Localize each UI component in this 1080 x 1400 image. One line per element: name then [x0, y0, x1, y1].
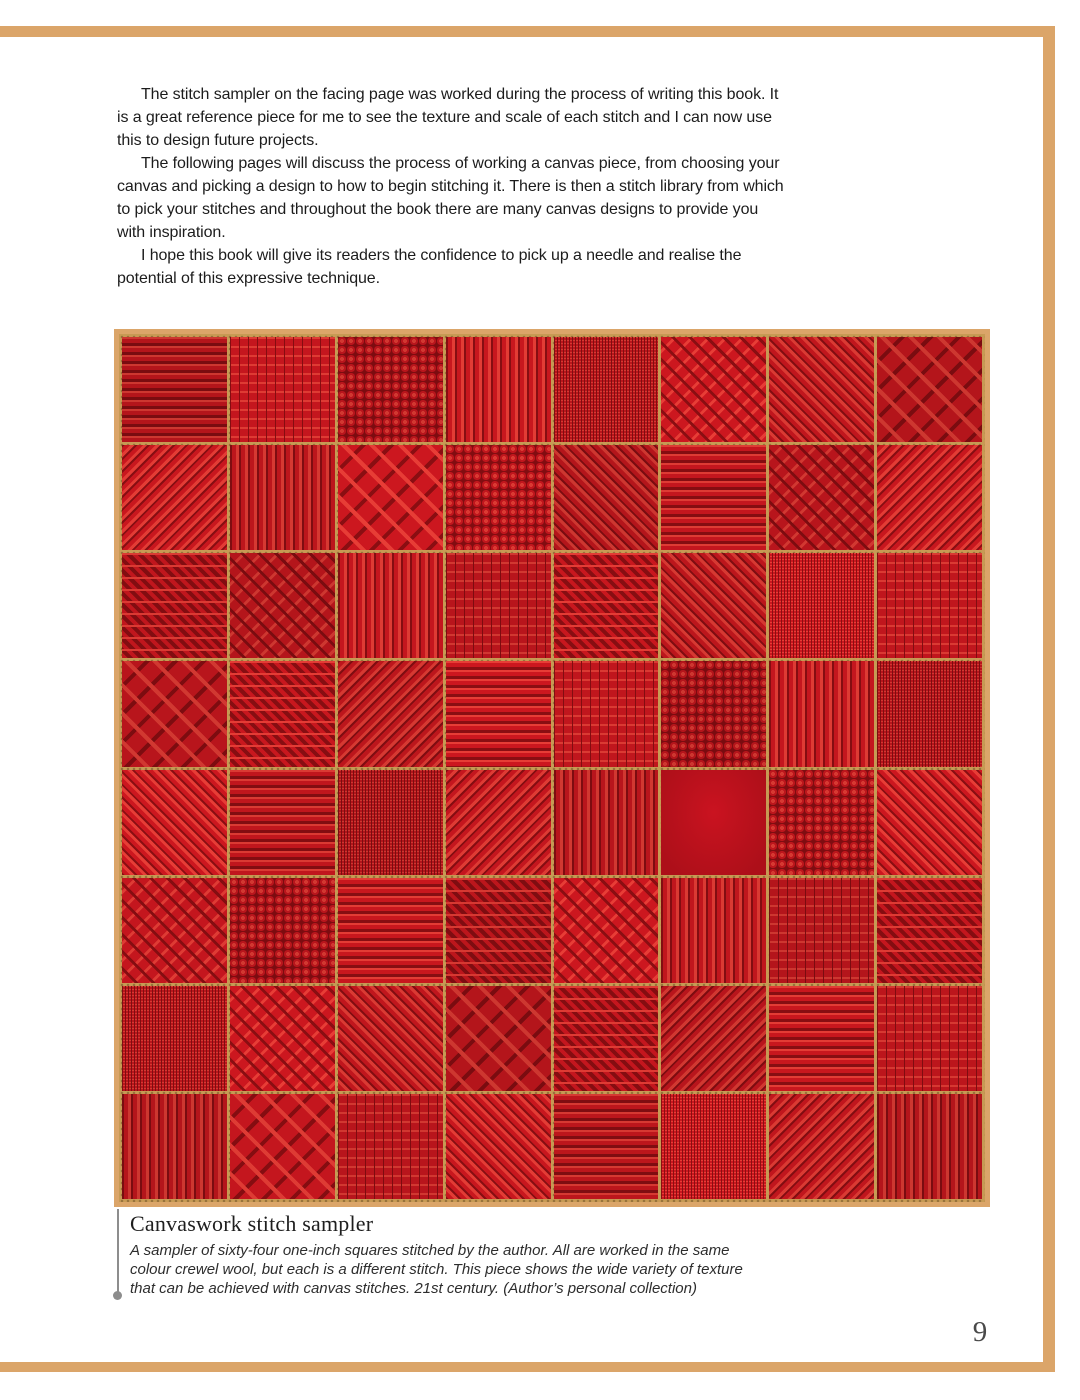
stitch-square [661, 337, 766, 442]
stitch-square [769, 1094, 874, 1199]
stitch-square [661, 553, 766, 658]
stitch-square [230, 986, 335, 1091]
stitch-square [446, 553, 551, 658]
stitch-square [338, 553, 443, 658]
stitch-square [230, 1094, 335, 1199]
stitch-square [230, 553, 335, 658]
stitch-square [769, 986, 874, 1091]
stitch-square [122, 445, 227, 550]
stitch-square [877, 986, 982, 1091]
stitch-square [554, 661, 659, 766]
intro-text [117, 83, 789, 290]
stitch-square [877, 661, 982, 766]
stitch-square [661, 986, 766, 1091]
stitch-square [446, 661, 551, 766]
stitch-square [661, 878, 766, 983]
stitch-square [554, 986, 659, 1091]
caption-title: Canvaswork stitch sampler [130, 1211, 374, 1236]
stitch-square [769, 337, 874, 442]
stitch-square [338, 878, 443, 983]
stitch-square [230, 445, 335, 550]
sampler-photo [114, 329, 990, 1207]
stitch-square [877, 770, 982, 875]
stitch-square [230, 661, 335, 766]
stitch-square [769, 878, 874, 983]
caption-rule-dot [113, 1291, 122, 1300]
top-rule [0, 26, 1055, 37]
stitch-square [338, 337, 443, 442]
intro-paragraph: I hope this book will give its readers the confidence to pick up a needle and realise the potential of this expressive technique. [117, 247, 742, 287]
stitch-square [877, 1094, 982, 1199]
stitch-square [122, 986, 227, 1091]
stitch-square [661, 1094, 766, 1199]
stitch-square [769, 553, 874, 658]
stitch-square [122, 1094, 227, 1199]
stitch-square [661, 770, 766, 875]
stitch-square [446, 770, 551, 875]
stitch-square [554, 878, 659, 983]
stitch-square [554, 1094, 659, 1199]
stitch-square [661, 445, 766, 550]
stitch-square [769, 661, 874, 766]
stitch-square [661, 661, 766, 766]
stitch-square [446, 1094, 551, 1199]
stitch-square [877, 337, 982, 442]
stitch-square [769, 445, 874, 550]
stitch-square [446, 878, 551, 983]
bottom-rule [0, 1362, 1055, 1372]
stitch-square [230, 337, 335, 442]
stitch-square [554, 770, 659, 875]
stitch-square [554, 445, 659, 550]
stitch-square [446, 337, 551, 442]
caption-body: A sampler of sixty-four one-inch squares stitched by the author. All are worked in the same colour crewel wool, but each is a different stitch. This piece shows the wide variety of texture that can be achieved with canvas stitches. 21st century. (Author’s personal collection) [130, 1242, 743, 1297]
stitch-square [338, 661, 443, 766]
right-rule [1043, 26, 1055, 1372]
stitch-square [877, 878, 982, 983]
stitch-square [230, 878, 335, 983]
stitch-square [122, 878, 227, 983]
intro-paragraph: The following pages will discuss the process of working a canvas piece, from choosing your canvas and picking a design to how to begin stitching it. There is then a stitch library from which to pick your stitches and throughout the book there are many canvas designs to provide you with inspiration. [117, 155, 784, 241]
stitch-square [554, 337, 659, 442]
stitch-square [338, 1094, 443, 1199]
stitch-square [122, 337, 227, 442]
caption-rule [117, 1209, 119, 1294]
stitch-square [338, 770, 443, 875]
stitch-square [230, 770, 335, 875]
stitch-square [877, 445, 982, 550]
stitch-square [122, 553, 227, 658]
stitch-square [338, 445, 443, 550]
intro-paragraph: The stitch sampler on the facing page was worked during the process of writing this book. It is a great reference piece for me to see the texture and scale of each stitch and I can now use this to design future projects. [117, 86, 779, 149]
stitch-square [122, 770, 227, 875]
stitch-square [122, 661, 227, 766]
stitch-square [554, 553, 659, 658]
stitch-square [769, 770, 874, 875]
stitch-square [446, 986, 551, 1091]
stitch-square [877, 553, 982, 658]
stitch-square [338, 986, 443, 1091]
sampler-grid [119, 334, 985, 1202]
page-number: 9 [972, 1316, 988, 1348]
stitch-square [446, 445, 551, 550]
